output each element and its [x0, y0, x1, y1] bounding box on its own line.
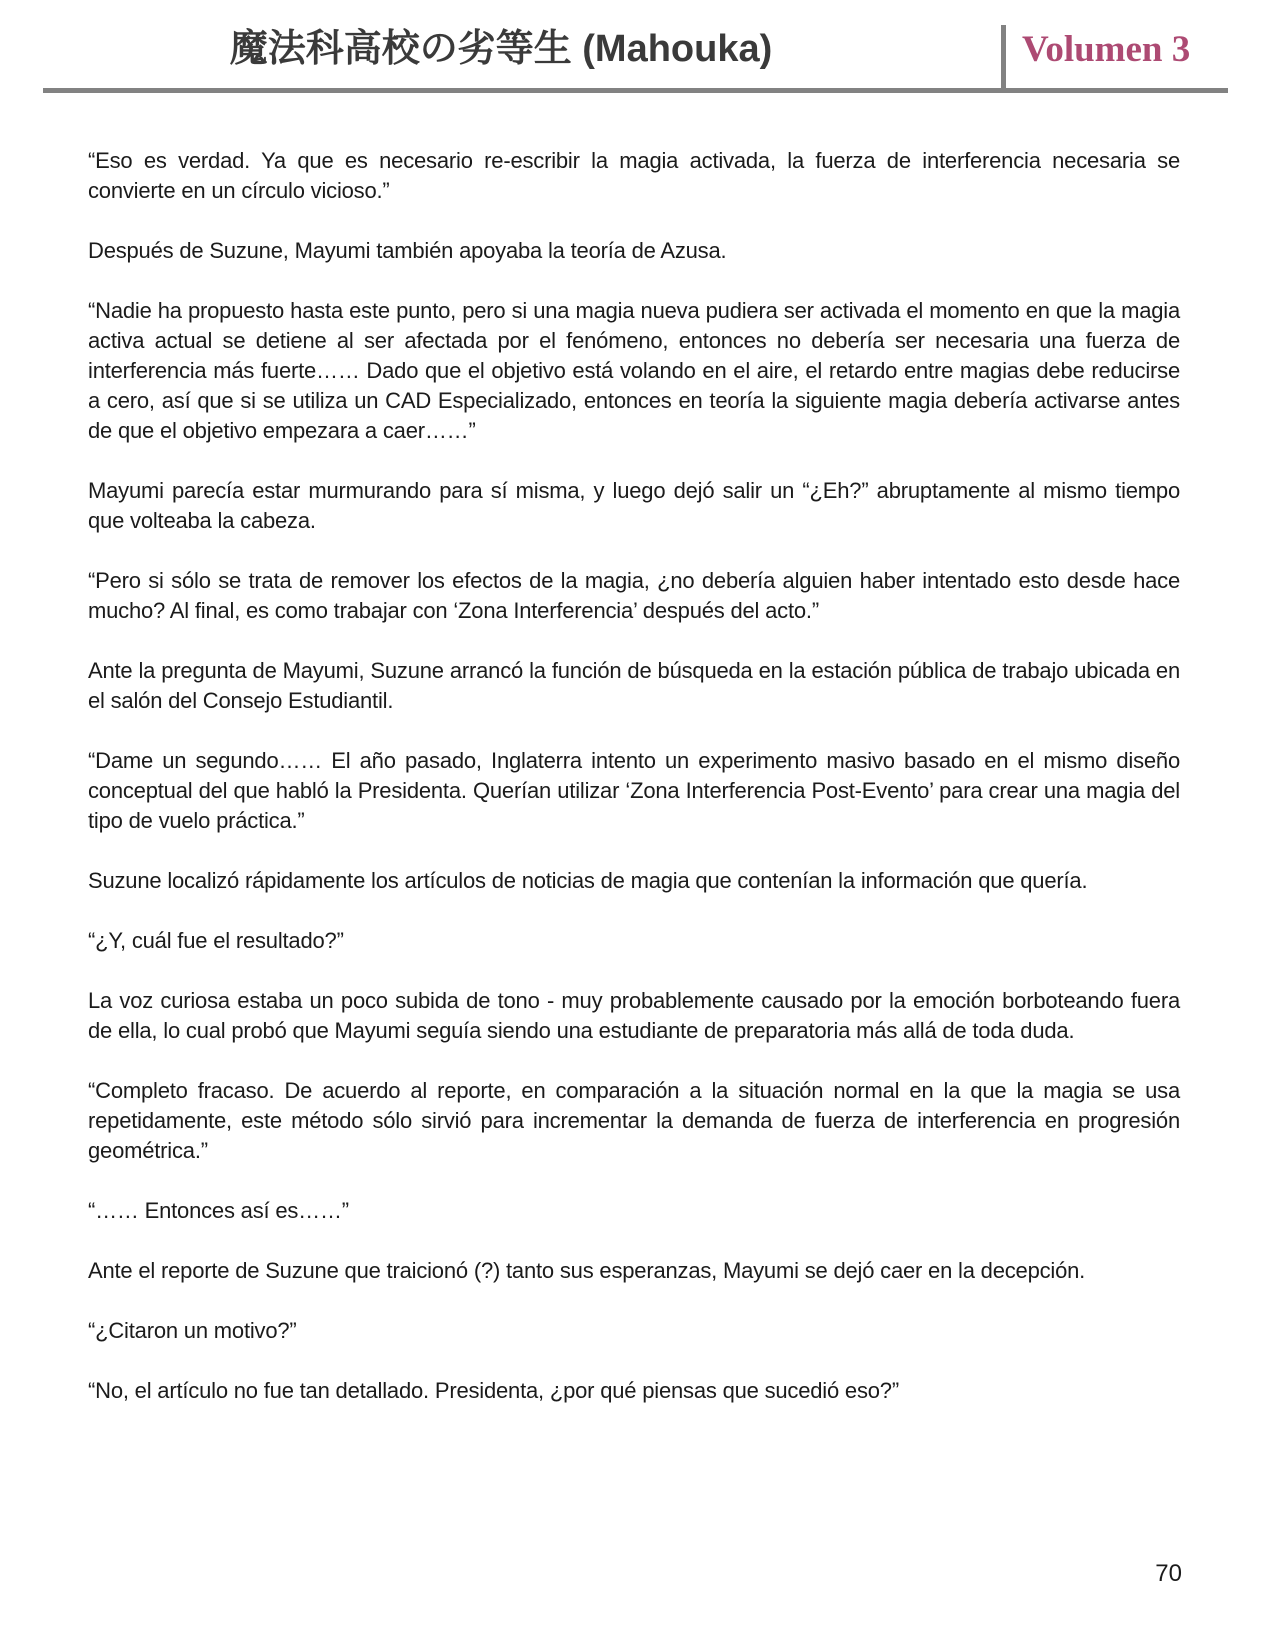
body-paragraph-4: Mayumi parecía estar murmurando para sí misma, y luego dejó salir un “¿Eh?” abruptamente al mismo tiempo que volteaba la cabeza.: [88, 478, 1180, 533]
body-paragraph-7: “Dame un segundo…… El año pasado, Inglaterra intento un experimento masivo basado en el mismo diseño conceptual del que habló la Presidenta. Querían utilizar ‘Zona Interferencia Post-Evento’ para crear una magia del tipo de vuelo práctica.”: [88, 748, 1180, 833]
body-paragraph-6: Ante la pregunta de Mayumi, Suzune arrancó la función de búsqueda en la estación pública de trabajo ubicada en el salón del Consejo Estudiantil.: [88, 658, 1180, 713]
book-title: 魔法科高校の劣等生 (Mahouka): [229, 28, 773, 70]
body-paragraph-12: “…… Entonces así es……”: [88, 1198, 349, 1223]
body-paragraph-13: Ante el reporte de Suzune que traicionó (?) tanto sus esperanzas, Mayumi se dejó caer en la decepción.: [88, 1258, 1086, 1283]
header-vertical-divider: [1001, 25, 1006, 93]
body-paragraph-15: “No, el artículo no fue tan detallado. Presidenta, ¿por qué piensas que sucedió eso?”: [88, 1378, 899, 1403]
body-paragraph-14: “¿Citaron un motivo?”: [88, 1318, 297, 1343]
volume-label: Volumen 3: [1022, 29, 1191, 70]
page-number: 70: [1155, 1560, 1182, 1587]
body-paragraph-8: Suzune localizó rápidamente los artículos de noticias de magia que contenían la información que quería.: [88, 868, 1088, 893]
body-paragraph-2: Después de Suzune, Mayumi también apoyaba la teoría de Azusa.: [88, 238, 727, 263]
body-paragraph-3: “Nadie ha propuesto hasta este punto, pero si una magia nueva pudiera ser activada el momento en que la magia activa actual se detiene al ser afectada por el fenómeno, entonces no debería ser necesaria una fuerza de interferencia más fuerte…… Dado que el objetivo está volando en el aire, el retardo entre magias debe reducirse a cero, así que si se utiliza un CAD Especializado, entonces en teoría la siguiente magia debería activarse antes de que el objetivo empezara a caer……”: [88, 298, 1180, 443]
header-horizontal-rule: [43, 88, 1228, 93]
body-text: [88, 146, 1180, 1406]
body-paragraph-10: La voz curiosa estaba un poco subida de tono - muy probablemente causado por la emoción borboteando fuera de ella, lo cual probó que Mayumi seguía siendo una estudiante de preparatoria más allá de toda duda.: [88, 988, 1180, 1043]
page-header: [0, 0, 1275, 100]
body-paragraph-9: “¿Y, cuál fue el resultado?”: [88, 928, 344, 953]
body-paragraph-5: “Pero si sólo se trata de remover los efectos de la magia, ¿no debería alguien haber intentado esto desde hace mucho? Al final, es como trabajar con ‘Zona Interferencia’ después del acto.”: [88, 568, 1180, 623]
body-paragraph-1: “Eso es verdad. Ya que es necesario re-escribir la magia activada, la fuerza de interferencia necesaria se convierte en un círculo vicioso.”: [88, 148, 1180, 203]
body-paragraph-11: “Completo fracaso. De acuerdo al reporte, en comparación a la situación normal en la que la magia se usa repetidamente, este método sólo sirvió para incrementar la demanda de fuerza de interferencia en progresión geométrica.”: [88, 1078, 1180, 1163]
